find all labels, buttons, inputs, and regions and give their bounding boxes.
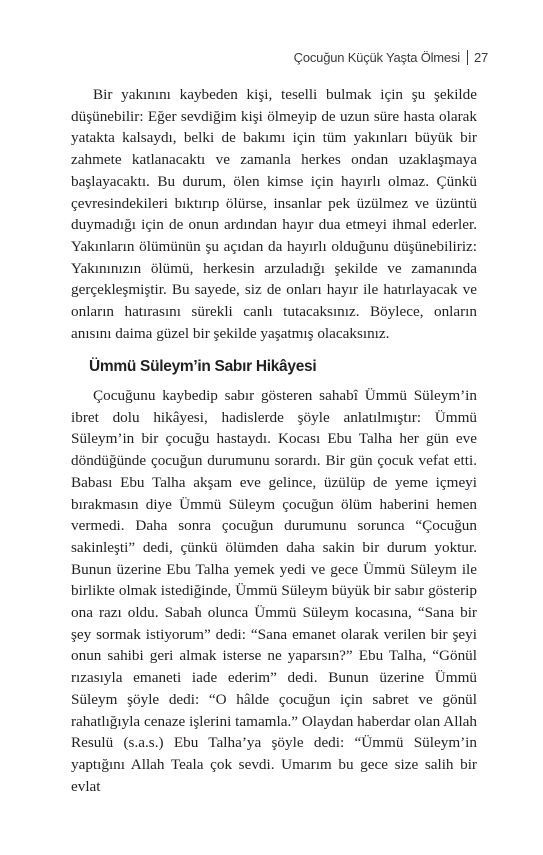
paragraph-2-text: Çocuğunu kaybedip sabır gösteren sahabî Ümmü Süleym’in ibret dolu hikâyesi, hadislerde şöyle anlatılmıştır: Ümmü Süleym’in bir çocuğu hastaydı. Kocası Ebu Talha her gün eve döndüğünde çocuğun durumunu sorardı. Bir gün çocuk vefat etti. Babası Ebu Talha akşam eve gelince, üzülüp de yeme içmeyi bırakmasın diye Ümmü Süleym çocuğun ölüm haberini hemen vermedi. Daha sonra çocuğun durumunu sorunca “Çocuğun sakinleşti” dedi, çünkü ölümden daha sakin bir durum yoktur. Bunun üzerine Ebu Talha yemek yedi ve gece Ümmü Süleym ile birlikte olmak istediğinde, Ümmü Süleym büyük bir sabır gösterip ona razı oldu. Sabah olunca Ümmü Süleym kocasına, “Sana bir şey sormak istiyorum” dedi: “Sana emanet olarak verilen bir şeyi onun sahibi geri almak isterse ne yaparsın?” Ebu Talha, “Gönül rızasıyla emaneti iade ederim” dedi. Bunun üzerine Ümmü Süleym şöyle dedi: “O hâlde çocuğun için sabret ve gönül rahatlığıyla cenaze işlerini tamamla.” Olaydan haberdar olan Allah Resulü (s.a.s.) Ebu Talha’ya şöyle dedi: “Ümmü Süleym’in yaptığını Allah Teala çok sevdi. Umarım bu gece size salih bir evlat	[71, 387, 477, 795]
header-divider	[467, 50, 468, 65]
page-number: 27	[473, 50, 488, 65]
running-header	[294, 50, 488, 65]
body-paragraph-2	[71, 385, 477, 797]
paragraph-1-text: Bir yakınını kaybeden kişi, teselli bulmak için şu şekilde düşünebilir: Eğer sevdiğim kişi ölmeyip de uzun süre hasta olarak yatakta kalsaydı, belki de bakımı için tüm yakınları büyük bir zahmete katlanacaktı ve zamanla herkes ondan uzaklaşmaya başlayacaktı. Bu durum, ölen kimse için hayırlı olmaz. Çünkü çevresindekileri bıktırıp ölürse, insanlar pek üzülmez ve üzüntü duymadığı için de onun ardından hayır dua etmeyi ihmal ederler. Yakınların ölümünün şu açıdan da hayırlı olduğunu düşünebiliriz: Yakınınızın ölümü, herkesin arzuladığı şekilde ve zamanında gerçekleşmiştir. Bu sayede, siz de onları hayır ile hatırlayacak ve onların hatırasını sürekli canlı tutacaksınız. Böylece, onların anısını daima güzel bir şekilde yaşatmış olacaksınız.	[71, 86, 477, 342]
section-heading: Ümmü Süleym’in Sabır Hikâyesi	[89, 358, 317, 375]
running-title: Çocuğun Küçük Yaşta Ölmesi	[293, 50, 460, 65]
body-paragraph-1	[71, 84, 477, 344]
